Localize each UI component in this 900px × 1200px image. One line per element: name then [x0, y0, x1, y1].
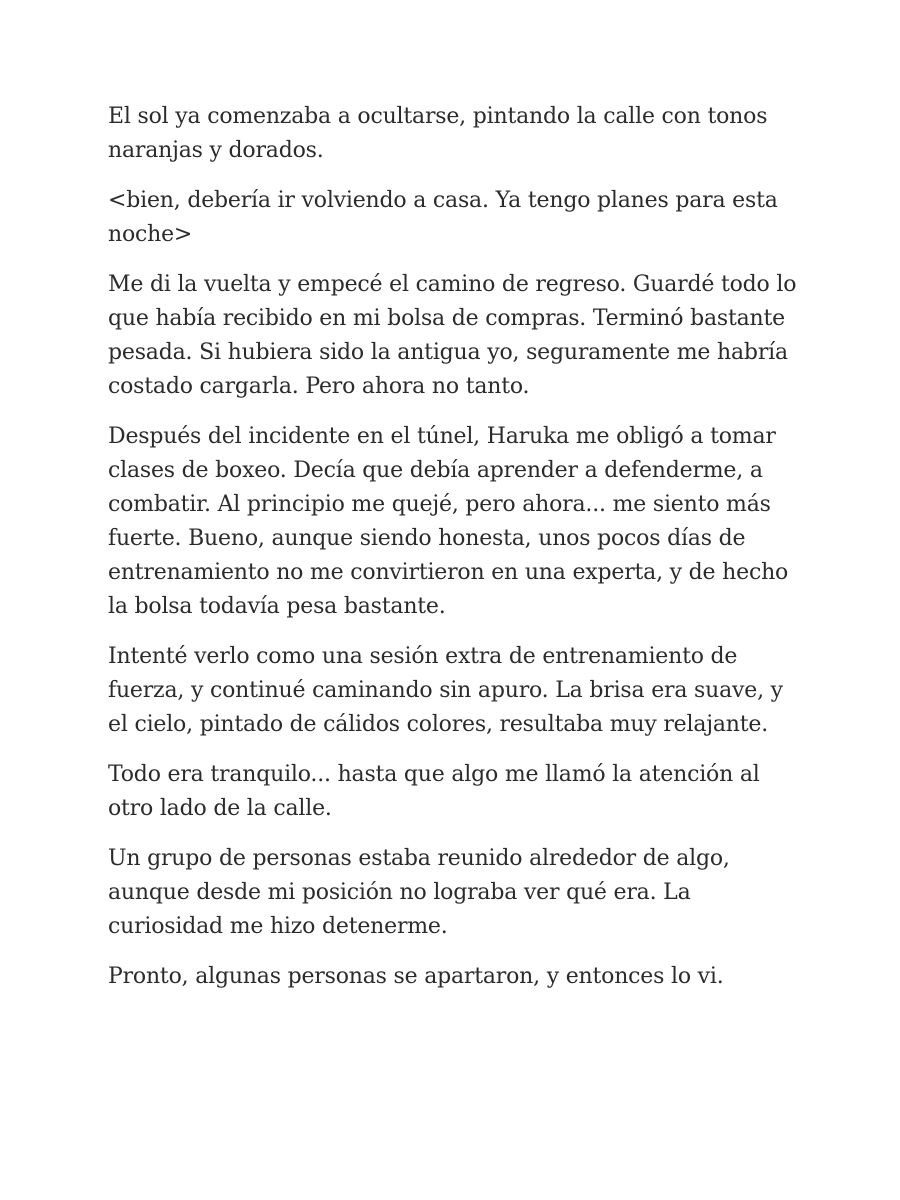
- story-text: [108, 100, 798, 1010]
- paragraph-7: Un grupo de personas estaba reunido alrededor de algo, aunque desde mi posición no lograba ver qué era. La curiosidad me hizo detenerme.: [108, 846, 730, 939]
- paragraph-5: Intenté verlo como una sesión extra de entrenamiento de fuerza, y continué caminando sin apuro. La brisa era suave, y el cielo, pintado de cálidos colores, resultaba muy relajante.: [108, 644, 783, 737]
- paragraph-8: Pronto, algunas personas se apartaron, y entonces lo vi.: [108, 964, 724, 989]
- paragraph-2: <bien, debería ir volviendo a casa. Ya tengo planes para esta noche>: [108, 188, 778, 247]
- paragraph-4: Después del incidente en el túnel, Haruka me obligó a tomar clases de boxeo. Decía que debía aprender a defenderme, a combatir. Al principio me quejé, pero ahora... me siento más fuerte. Bueno, aunque siendo honesta, unos pocos días de entrenamiento no me convirtieron en una experta, y de hecho la bolsa todavía pesa bastante.: [108, 424, 789, 619]
- paragraph-3: Me di la vuelta y empecé el camino de regreso. Guardé todo lo que había recibido en mi bolsa de compras. Terminó bastante pesada. Si hubiera sido la antigua yo, seguramente me habría costado cargarla. Pero ahora no tanto.: [108, 272, 797, 399]
- paragraph-1: El sol ya comenzaba a ocultarse, pintando la calle con tonos naranjas y dorados.: [108, 104, 768, 163]
- paragraph-6: Todo era tranquilo... hasta que algo me llamó la atención al otro lado de la calle.: [108, 762, 760, 821]
